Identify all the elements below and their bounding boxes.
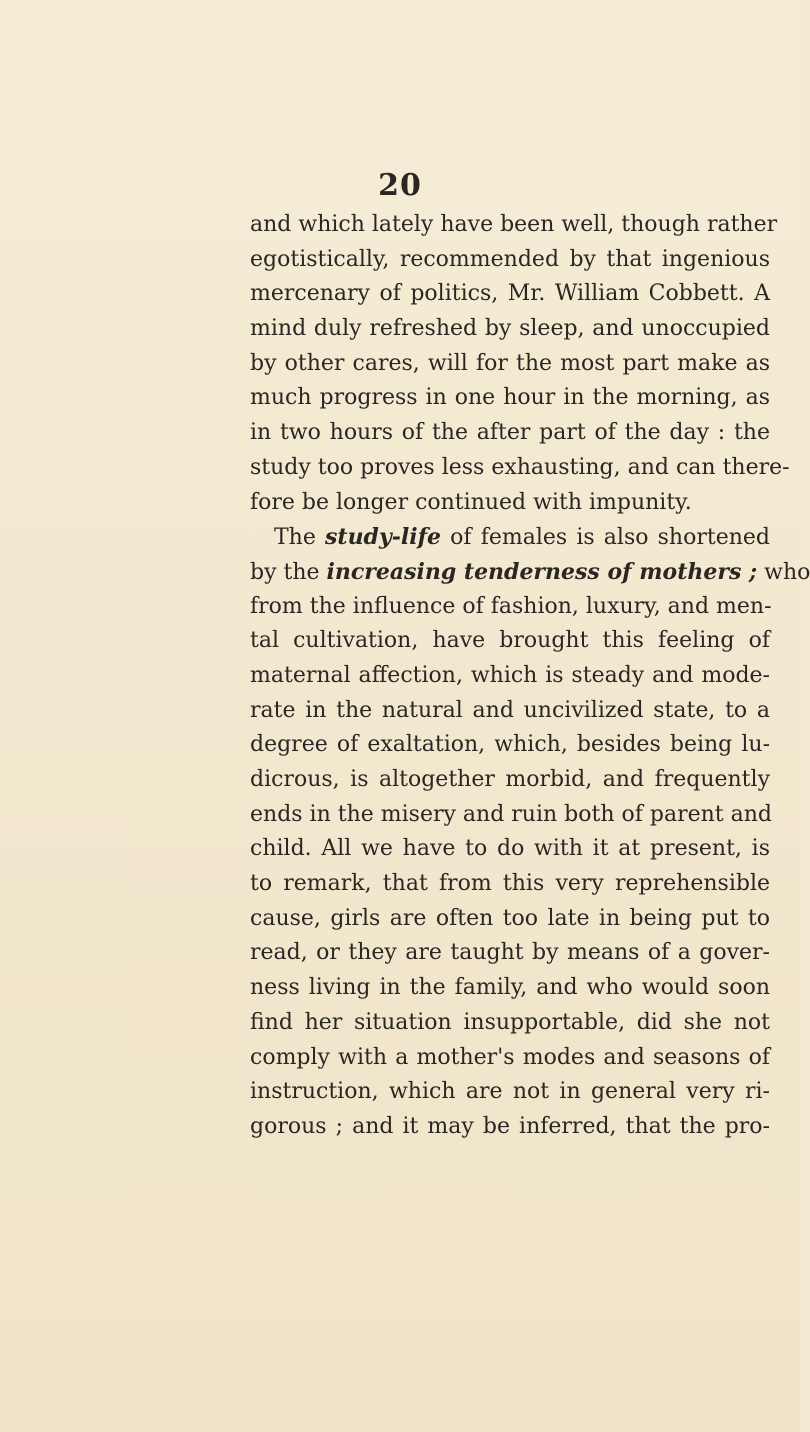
text-run: ness living in the family, and who would soon	[250, 975, 770, 1001]
text-line	[250, 1041, 770, 1076]
text-run: The	[274, 525, 326, 551]
text-run: gorous ; and it may be inferred, that the pro-	[250, 1113, 770, 1139]
text-line	[250, 347, 770, 382]
text-line	[250, 728, 770, 763]
text-line	[250, 694, 770, 729]
text-run: by other cares, will for the most part make as	[250, 350, 770, 376]
text-run: mercenary of politics, Mr. William Cobbett. A	[250, 281, 770, 307]
text-line	[250, 1110, 770, 1145]
text-line	[250, 832, 770, 867]
text-run: child. All we have to do with it at present, is	[250, 836, 770, 862]
text-line	[250, 659, 770, 694]
text-line	[250, 208, 778, 243]
text-run: to remark, that from this very reprehensible	[250, 871, 770, 897]
text-run: who	[757, 559, 810, 585]
text-run: in two hours of the after part of the day : the	[250, 420, 770, 446]
text-line	[250, 381, 770, 416]
body-text	[250, 208, 810, 1145]
text-run: fore be longer continued with impunity.	[250, 489, 692, 515]
text-line	[250, 1006, 770, 1041]
text-run: much progress in one hour in the morning, as	[250, 385, 770, 411]
text-line	[250, 763, 770, 798]
text-run: cause, girls are often too late in being put to	[250, 905, 770, 931]
text-line	[250, 1075, 770, 1110]
text-line	[250, 451, 790, 486]
text-line	[250, 624, 770, 659]
text-run: comply with a mother's modes and seasons of	[250, 1044, 770, 1070]
text-line	[250, 520, 770, 555]
text-line	[250, 416, 770, 451]
text-run: from the influence of fashion, luxury, and men-	[250, 593, 772, 619]
page-number: 20	[378, 168, 422, 203]
text-run: instruction, which are not in general very ri-	[250, 1079, 770, 1105]
text-run: egotistically, recommended by that ingenious	[250, 246, 770, 272]
italic-phrase: study-life	[325, 524, 442, 551]
text-line	[250, 312, 770, 347]
text-run: ends in the misery and ruin both of parent and	[250, 801, 772, 827]
text-run: read, or they are taught by means of a gover-	[250, 940, 770, 966]
text-line	[250, 555, 810, 590]
text-line	[250, 486, 770, 521]
text-line	[250, 277, 770, 312]
text-run: maternal affection, which is steady and mode-	[250, 662, 770, 688]
text-line	[250, 936, 770, 971]
text-line	[250, 867, 770, 902]
text-run: and which lately have been well, though rather	[250, 212, 778, 237]
text-run: rate in the natural and uncivilized state, to a	[250, 697, 770, 723]
text-line	[250, 971, 770, 1006]
text-run: study too proves less exhausting, and can there-	[250, 454, 790, 480]
text-run: degree of exaltation, which, besides being lu-	[250, 732, 770, 758]
text-run: tal cultivation, have brought this feeling of	[250, 628, 770, 654]
text-run: dicrous, is altogether morbid, and frequently	[250, 767, 770, 792]
text-line	[250, 243, 770, 278]
text-line	[250, 590, 770, 625]
text-run: find her situation insupportable, did she not	[250, 1009, 770, 1035]
italic-phrase: increasing tenderness of mothers ;	[326, 558, 758, 585]
text-run: mind duly refreshed by sleep, and unoccupied	[250, 316, 770, 342]
text-run: by the	[250, 559, 327, 585]
text-run: of females is also shortened	[441, 525, 770, 551]
text-line	[250, 798, 770, 833]
text-line	[250, 902, 770, 937]
